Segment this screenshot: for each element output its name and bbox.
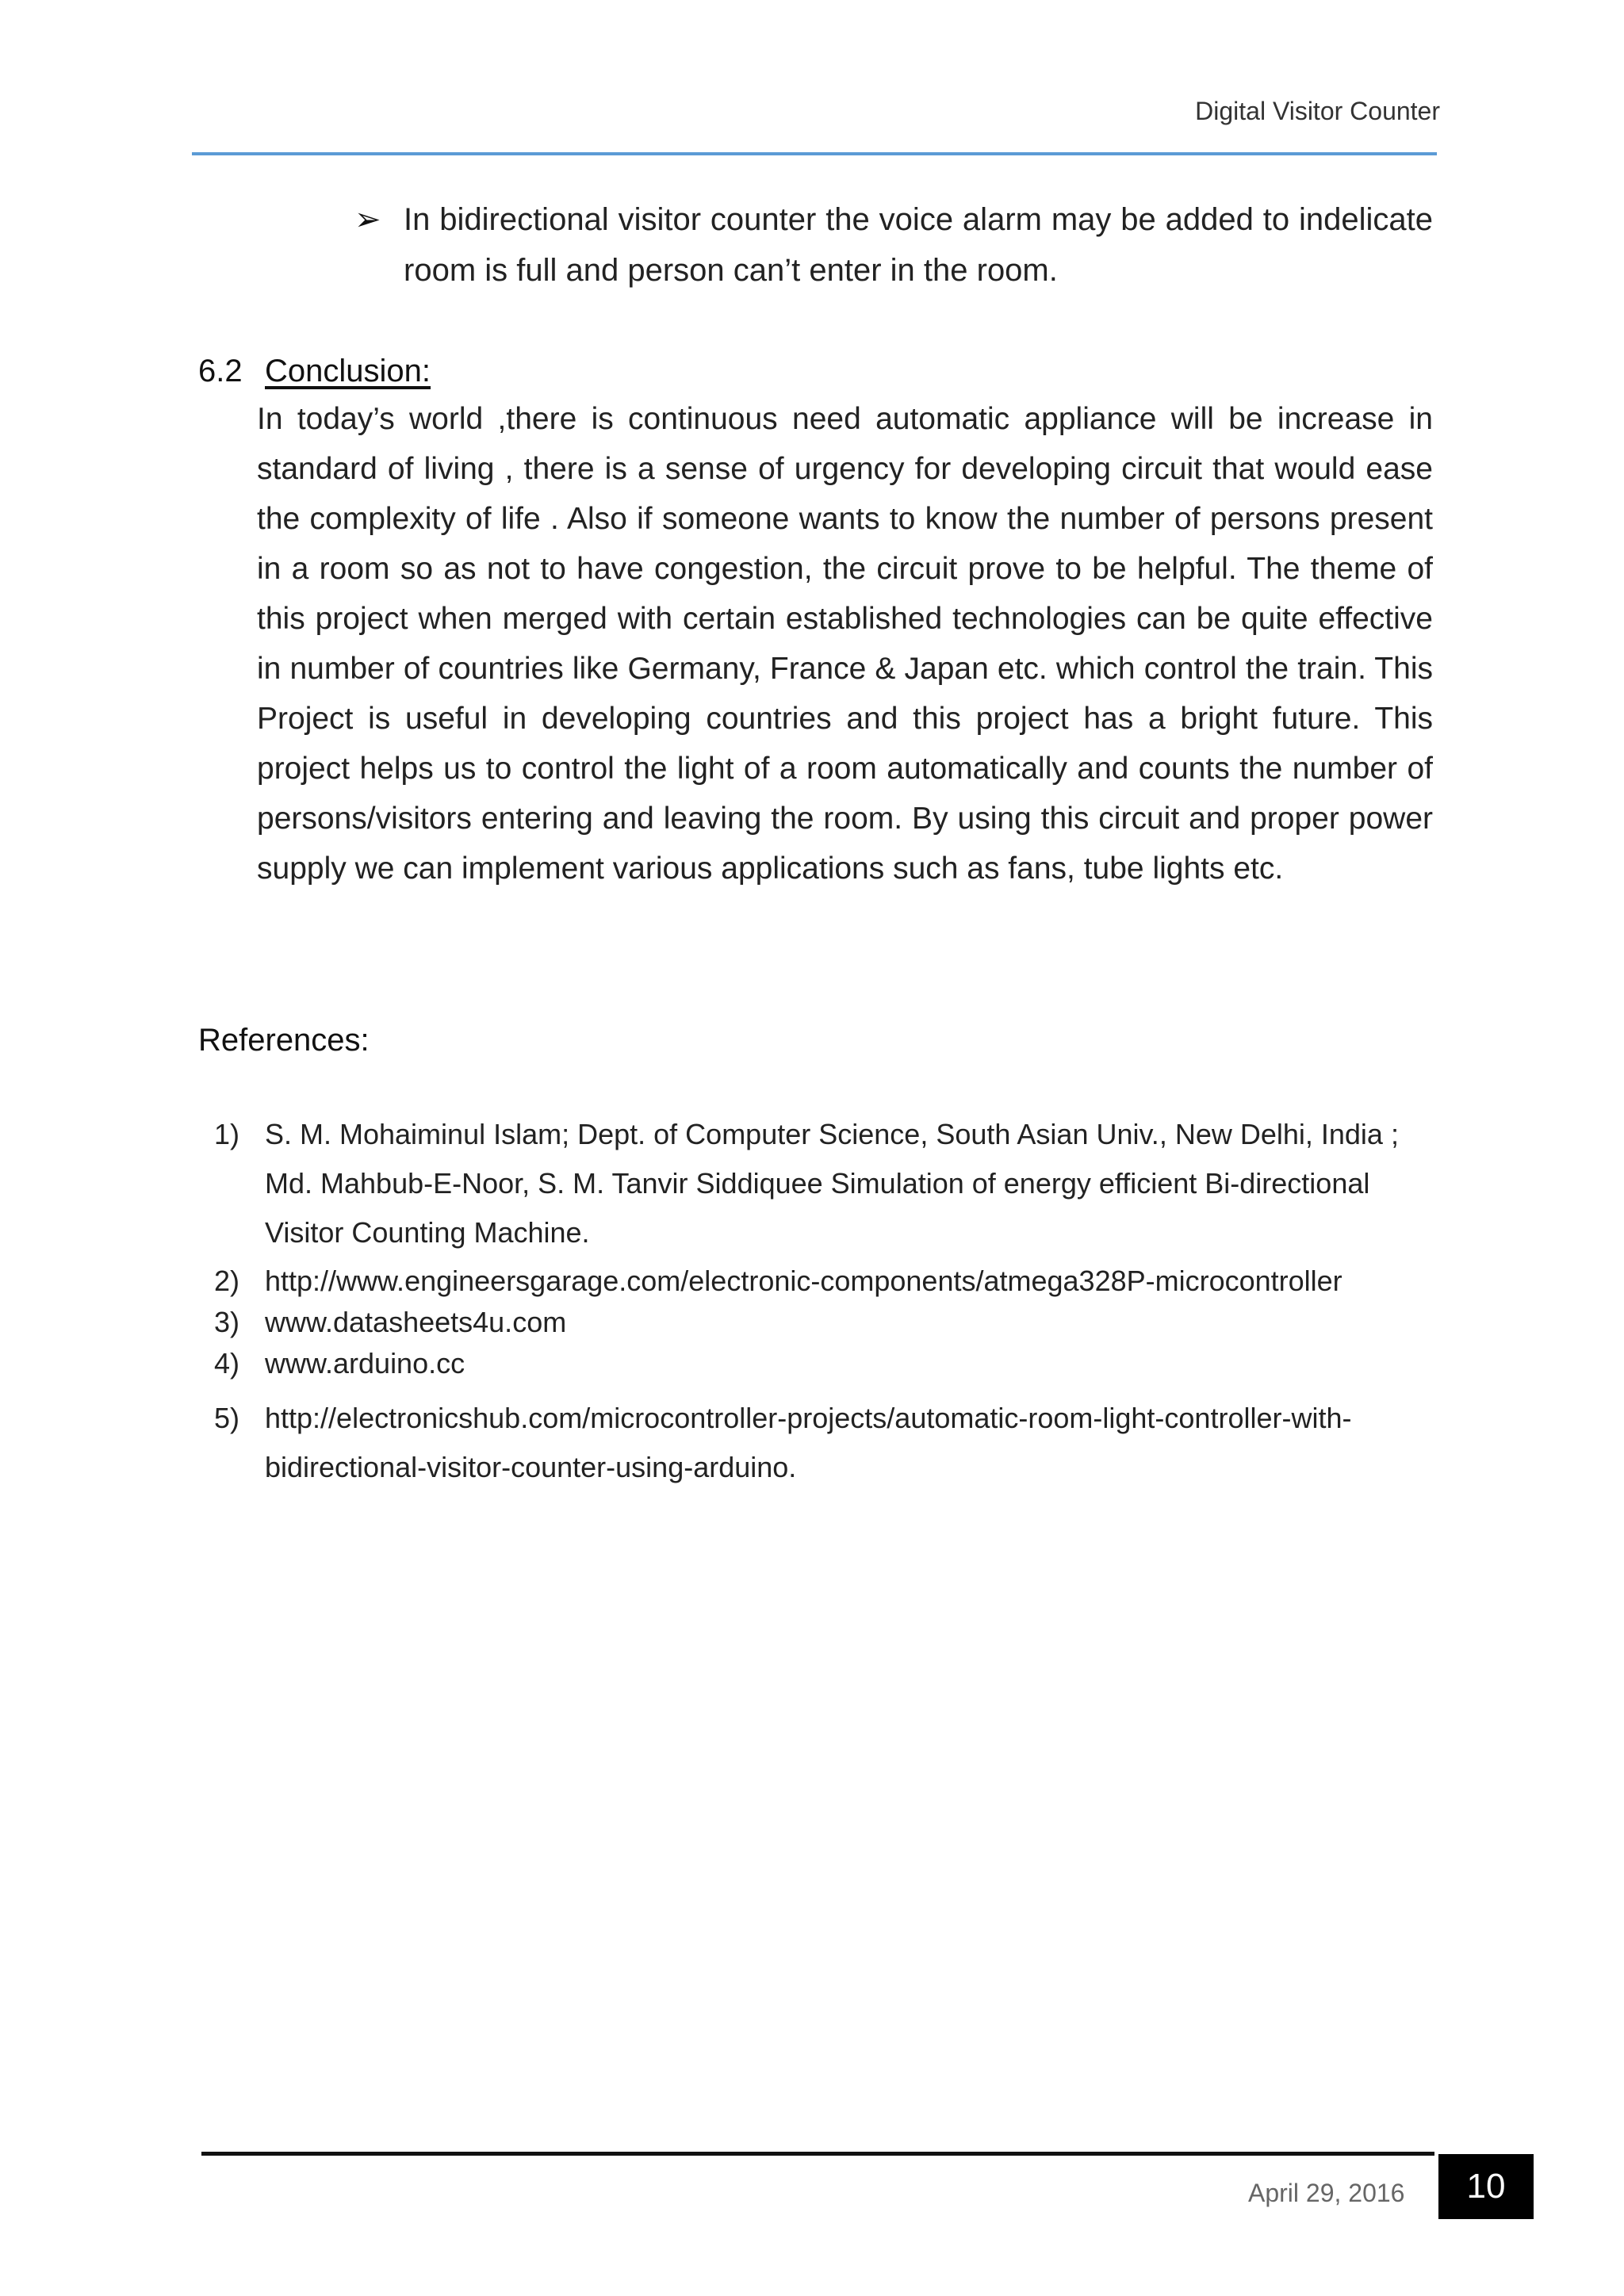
reference-number: 5) — [214, 1402, 240, 1434]
bullet-text: In bidirectional visitor counter the voice alarm may be added to indelicate room is full and person can’t enter in the room. — [404, 202, 1433, 288]
reference-number: 1) — [214, 1118, 240, 1150]
running-header-title: Digital Visitor Counter — [1195, 97, 1440, 125]
footer-divider — [201, 2152, 1434, 2156]
reference-link: www.arduino.cc — [265, 1347, 465, 1380]
reference-link: http://www.engineersgarage.com/electronic-components/atmega328P-microcontroller — [265, 1265, 1342, 1297]
reference-text: S. M. Mohaiminul Islam; Dept. of Computer Science, South Asian Univ., New Delhi, India ; Md. Mahbub-E-Noor, S. M. Tanvir Siddiquee Simulation of energy efficient Bi-directional Visitor Counting Machine. — [265, 1118, 1399, 1249]
section-number: 6.2 — [198, 354, 243, 388]
page-number-box: 10 — [1438, 2154, 1534, 2219]
reference-number: 4) — [214, 1347, 240, 1380]
reference-list — [214, 1110, 1437, 1495]
reference-item — [214, 1343, 1437, 1384]
header-divider — [192, 152, 1437, 155]
conclusion-paragraph: In today’s world ,there is continuous need automatic appliance will be increase in standard of living , there is a sense of urgency for developing circuit that would ease the complexity of life . Also if someone wants to know the number of persons present in a room so as not to have congestion, the circuit prove to be helpful. The theme of this project when merged with certain established technologies can be quite effective in number of countries like Germany, France & Japan etc. which control the train. This Project is useful in developing countries and this project has a bright future. This project helps us to control the light of a room automatically and counts the number of persons/visitors entering and leaving the room. By using this circuit and proper power supply we can implement various applications such as fans, tube lights etc. — [257, 402, 1433, 886]
reference-item — [214, 1302, 1437, 1343]
reference-item — [214, 1261, 1437, 1302]
footer-date: April 29, 2016 — [1248, 2179, 1405, 2207]
reference-item — [214, 1394, 1437, 1492]
reference-item — [214, 1110, 1437, 1257]
reference-link: http://electronicshub.com/microcontroller-projects/automatic-room-light-controller-with-bidirectional-visitor-counter-using-arduino. — [265, 1402, 1352, 1483]
reference-number: 3) — [214, 1306, 240, 1338]
section-title: Conclusion: — [265, 354, 431, 388]
conclusion-heading — [198, 349, 431, 393]
arrow-bullet-icon: ➢ — [354, 202, 381, 237]
reference-link: www.datasheets4u.com — [265, 1306, 567, 1338]
references-heading: References: — [198, 1023, 370, 1058]
reference-number: 2) — [214, 1265, 240, 1297]
bullet-item — [354, 194, 1433, 296]
